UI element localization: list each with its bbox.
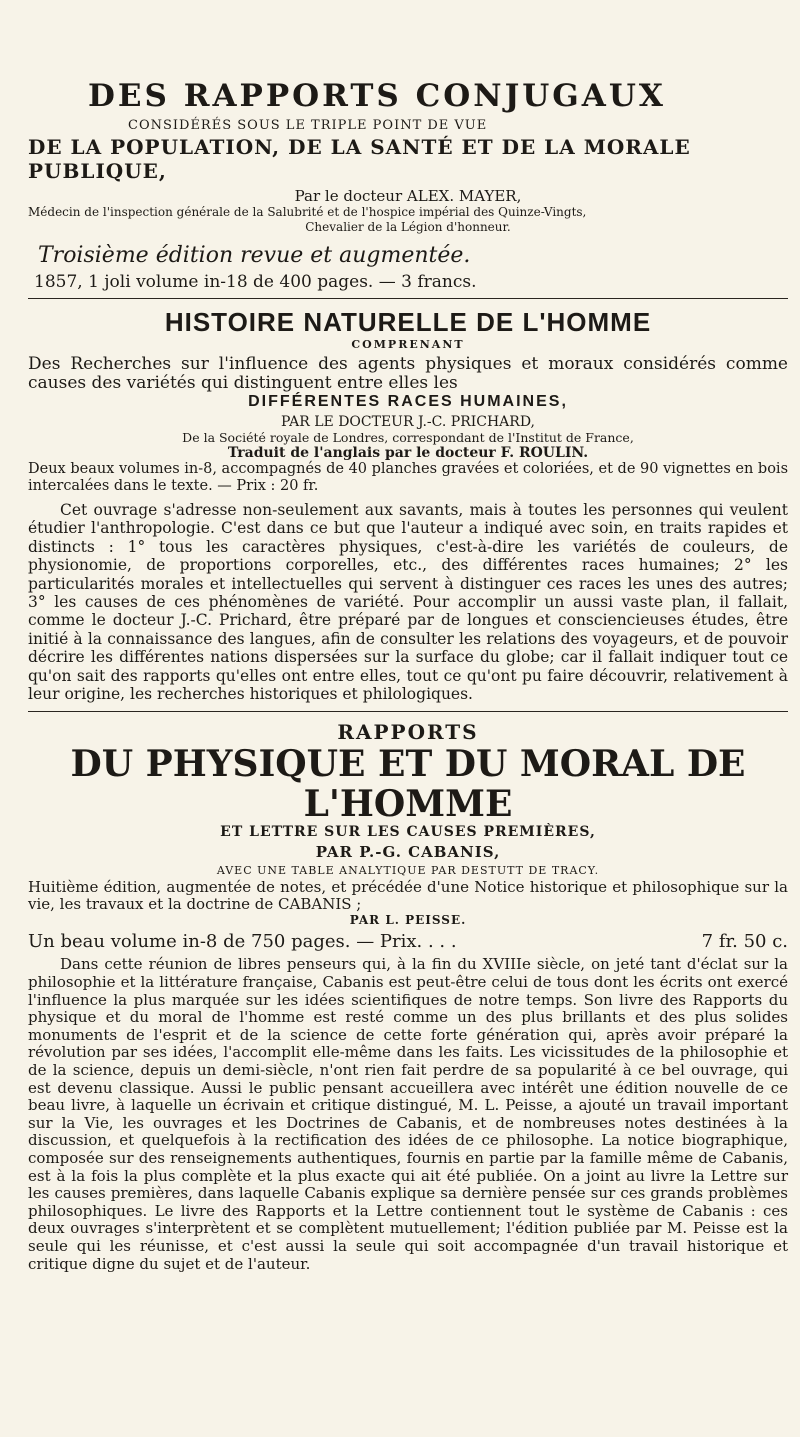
title-histoire-naturelle: HISTOIRE NATURELLE DE L'HOMME bbox=[164, 307, 652, 337]
section-physique-moral bbox=[28, 720, 788, 1273]
section-rapports-conjugaux bbox=[28, 78, 788, 292]
credit-prichard-1: De la Société royale de Londres, correspondant de l'Institut de France, bbox=[182, 430, 634, 445]
intro-prichard: Des Recherches sur l'influence des agents physiques et moraux considérés comme causes des variétés qui distinguent entre elles les bbox=[28, 354, 788, 393]
author-peisse: PAR L. PEISSE. bbox=[349, 913, 467, 928]
subtitle-lettre: ET LETTRE SUR LES CAUSES PREMIÈRES, bbox=[220, 824, 596, 841]
title-population: DE LA POPULATION, DE LA SANTÉ ET DE LA MORALE PUBLIQUE, bbox=[28, 135, 691, 183]
label-rapports: RAPPORTS bbox=[337, 720, 479, 745]
edition-mayer: Troisième édition revue et augmentée. bbox=[38, 243, 471, 268]
author-prichard: PAR LE DOCTEUR J.-C. PRICHARD, bbox=[280, 414, 536, 430]
credit-mayer-2: Chevalier de la Légion d'honneur. bbox=[305, 220, 511, 234]
title-physique-moral: DU PHYSIQUE ET DU MORAL DE L'HOMME bbox=[70, 743, 746, 826]
volume-cabanis: Un beau volume in-8 de 750 pages. — Prix. . . . bbox=[28, 931, 457, 953]
body-cabanis: Dans cette réunion de libres penseurs qui, à la fin du XVIIIe siècle, on jeté tant d'éclat sur la philosophie et la littérature française, Cabanis est peut-être celui de tous dont les écrits ont exercé l'influence la plus marquée sur les idées scientifiques de notre temps. Son livre des Rapports du physique et du moral de l'homme est resté comme un des plus brillants et des plus solides monuments de l'esprit et de la science de cette forte génération qui, après avoir préparé la révolution par ses idées, l'accomplit elle-même dans les faits. Les vicissitudes de la philosophie et de la science, depuis un demi-siècle, n'ont rien fait perdre de sa popularité à ce bel ouvrage, qui est devenu classique. Aussi le public pensant accueillera avec intérêt une édition nouvelle de ce beau livre, à laquelle un écrivain et critique distingué, M. L. Peisse, a ajouté un travail important sur la Vie, les ouvrages et les Doctrines de Cabanis, et de nombreuses notes destinées à la discussion, et quelquefois à la rectification des idées de ce philosophe. La notice biographique, composée sur des renseignements authentiques, fournis en partie par la famille même de Cabanis, est à la fois la plus complète et la plus exacte qui ait été publiée. On a joint au livre la Lettre sur les causes premières, dans laquelle Cabanis explique sa dernière pensée sur ces grands problèmes philosophiques. Le livre des Rapports et la Lettre contiennent tout le système de Cabanis : ces deux ouvrages s'interprètent et se complètent mutuellement; l'édition publiée par M. Peisse est la seule qui les réunisse, et c'est aussi la seule qui soit accompagnée d'un travail historique et critique digne du sujet et de l'auteur. bbox=[28, 955, 788, 1273]
pubinfo-mayer: 1857, 1 joli volume in-18 de 400 pages. — 3 francs. bbox=[34, 272, 477, 292]
page bbox=[28, 78, 788, 1273]
credit-mayer-1: Médecin de l'inspection générale de la Salubrité et de l'hospice impérial des Quinze-Vingts, bbox=[28, 205, 587, 219]
label-races-humaines: DIFFÉRENTES RACES HUMAINES, bbox=[248, 393, 568, 410]
table-tracy: AVEC UNE TABLE ANALYTIQUE PAR DESTUTT DE TRACY. bbox=[216, 864, 600, 878]
author-cabanis: PAR P.-G. CABANIS, bbox=[315, 843, 501, 862]
subtitle-triple-point: CONSIDÉRÉS SOUS LE TRIPLE POINT DE VUE bbox=[128, 118, 488, 133]
section-histoire-naturelle bbox=[28, 307, 788, 703]
volumes-prichard: Deux beaux volumes in-8, accompagnés de 40 planches gravées et coloriées, et de 90 vignettes en bois intercalées dans le texte. — Prix : 20 fr. bbox=[28, 461, 789, 494]
price-cabanis: 7 fr. 50 c. bbox=[701, 931, 788, 953]
label-comprenant: COMPRENANT bbox=[351, 338, 465, 351]
volume-cabanis-row bbox=[28, 931, 788, 952]
divider bbox=[28, 711, 788, 712]
author-mayer: Par le docteur ALEX. MAYER, bbox=[294, 187, 522, 205]
edition-cabanis: Huitième édition, augmentée de notes, et précédée d'une Notice historique et philosophique sur la vie, les travaux et la doctrine de CABANIS ; bbox=[28, 878, 788, 914]
divider bbox=[28, 298, 788, 299]
credit-prichard-2: Traduit de l'anglais par le docteur F. ROULIN. bbox=[227, 445, 589, 461]
title-rapports-conjugaux: DES RAPPORTS CONJUGAUX bbox=[88, 78, 666, 114]
body-prichard: Cet ouvrage s'adresse non-seulement aux savants, mais à toutes les personnes qui veulent étudier l'anthropologie. C'est dans ce but que l'auteur a indiqué avec soin, en traits rapides et distincts : 1° tous les caractères physiques, c'est-à-dire les variétés de couleurs, de physionomie, de proportions corporelles, etc., des différentes races humaines; 2° les particularités morales et intellectuelles qui servent à distinguer ces races les unes des autres; 3° les causes de ces phénomènes de variété. Pour accomplir un aussi vaste plan, il fallait, comme le docteur J.-C. Prichard, être préparé par de longues et consciencieuses études, être initié à la connaissance des langues, afin de consulter les relations des voyageurs, et de pouvoir décrire les différentes nations dispersées sur la surface du globe; car il fallait indiquer tout ce qu'on sait des rapports qu'elles ont entre elles, tout ce qu'ont pu faire découvrir, relativement à leur origine, les recherches historiques et philologiques. bbox=[28, 501, 788, 704]
